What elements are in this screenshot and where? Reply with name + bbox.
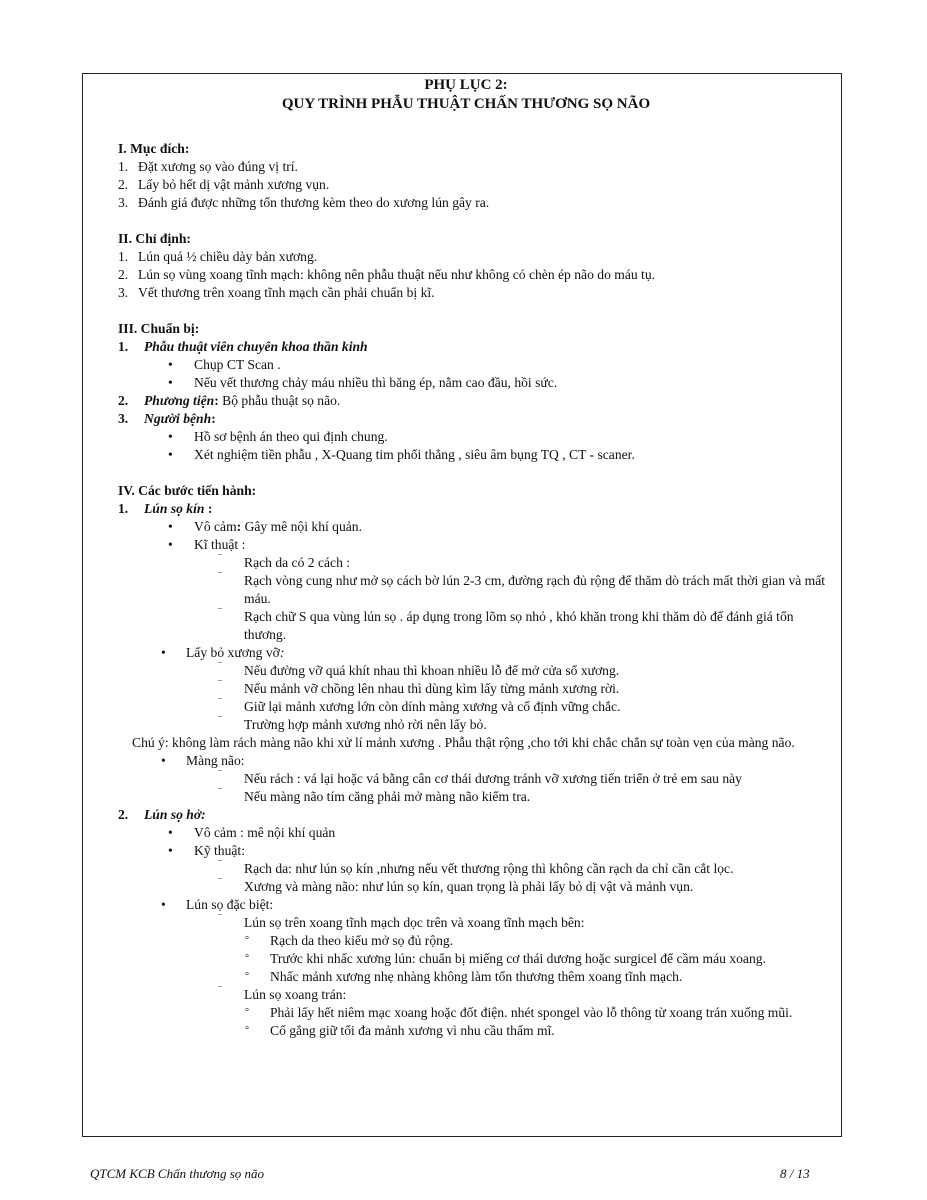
list-item: • Kĩ thuật : — [168, 537, 246, 552]
list-item: 2. Phương tiện: Bộ phẫu thuật sọ não. — [118, 393, 341, 408]
list-item: ‾ Trường hợp mảnh xương nhỏ rời nên lấy bỏ. — [218, 716, 487, 732]
list-item: ‾ Giữ lại mảnh xương lớn còn dính màng xương và cố định vững chắc. — [218, 698, 621, 714]
list-item: 2. Lấy bỏ hết dị vật mảnh xương vụn. — [118, 177, 330, 192]
list-item: 1. Lún quá ½ chiều dày bản xương. — [118, 249, 318, 264]
list-item: ‾ Rạch vòng cung như mở sọ cách bờ lún 2-3 cm, đường rạch đủ rộng để thăm dò trách mất thời gian và mất máu. — [218, 572, 826, 606]
list-item: ‾ Lún sọ trên xoang tĩnh mạch dọc trên và xoang tĩnh mạch bên: — [218, 914, 585, 930]
list-item: 2. Lún sọ vùng xoang tĩnh mạch: không nên phẫu thuật nếu như không có chèn ép não do máu tụ. — [118, 267, 656, 282]
list-item: • Lún sọ đặc biệt: — [161, 897, 274, 912]
document-body — [118, 76, 834, 1040]
list-item: 1. Lún sọ kín : — [118, 501, 213, 516]
list-item: ° Cố gắng giữ tối đa mảnh xương vì nhu cầu thẩm mĩ. — [245, 1023, 555, 1038]
list-item: ‾ Nếu rách : vá lại hoặc vá bằng cân cơ thái dương tránh vỡ xương tiến triển ở trẻ em sau này — [218, 770, 742, 786]
list-item: • Kỹ thuật: — [168, 843, 245, 858]
list-item: • Hồ sơ bệnh án theo qui định chung. — [168, 429, 388, 444]
list-item: ° Nhấc mảnh xương nhẹ nhàng không làm tổn thương thêm xoang tĩnh mạch. — [245, 969, 683, 984]
appendix-title: PHỤ LỤC 2: — [424, 77, 508, 93]
list-item: ‾ Rạch da có 2 cách : — [218, 554, 351, 570]
list-item: ‾ Nếu mảnh vỡ chồng lên nhau thì dùng kìm lấy từng mảnh xương rời. — [218, 680, 620, 696]
section-purpose-heading: I. Mục đích: — [118, 141, 190, 156]
list-item: • Lấy bỏ xương vỡ: — [161, 645, 285, 660]
section-preparation-heading: III. Chuẩn bị: — [118, 321, 200, 336]
list-item: ‾ Rạch da: như lún sọ kín ,nhưng nếu vết thương rộng thì không cần rạch da chỉ cần cắt lọc. — [218, 860, 734, 876]
note-paragraph: Chú ý: không làm rách màng não khi xử lí mảnh xương . Phẫu thật rộng ,cho tới khi chắc chắn sự toàn vẹn của màng não. — [132, 735, 795, 750]
list-item: • Vô cảm: Gây mê nội khí quản. — [168, 519, 362, 534]
section-steps-heading: IV. Các bước tiến hành: — [118, 483, 257, 498]
footer-page-number: 8 / 13 — [780, 1166, 810, 1181]
list-item: ‾ Xương và màng não: như lún sọ kín, quan trọng là phải lấy bỏ dị vật và mảnh vụn. — [218, 878, 694, 894]
list-item: • Vô cảm : mê nội khí quản — [168, 825, 336, 840]
procedure-title: QUY TRÌNH PHẪU THUẬT CHẤN THƯƠNG SỌ NÃO — [281, 96, 651, 112]
footer-document-title: QTCM KCB Chấn thương sọ não — [90, 1166, 265, 1181]
list-item: ° Phải lấy hết niêm mạc xoang hoặc đốt điện. nhét spongel vào lỗ thông từ xoang trán xuống mũi. — [245, 1005, 793, 1020]
list-item: • Màng não: — [161, 753, 245, 768]
list-item: • Nếu vết thương chảy máu nhiều thì băng ép, nằm cao đầu, hồi sức. — [168, 375, 558, 390]
list-item: 3. Đánh giá được những tổn thương kèm theo do xương lún gây ra. — [118, 195, 490, 210]
list-item: 3. Người bệnh: — [118, 411, 216, 426]
section-indication-heading: II. Chỉ định: — [118, 231, 191, 246]
list-item: ‾ Nếu đường vỡ quá khít nhau thì khoan nhiều lỗ để mở cửa sổ xương. — [218, 662, 620, 678]
list-item: • Chụp CT Scan . — [168, 357, 281, 372]
list-item: 2. Lún sọ hở: — [118, 807, 206, 822]
list-item: ‾ Nếu màng não tím căng phải mở màng não kiểm tra. — [218, 788, 531, 804]
list-item: 1. Đặt xương sọ vào đúng vị trí. — [118, 159, 298, 174]
list-item: 3. Vết thương trên xoang tĩnh mạch cần phải chuẩn bị kĩ. — [118, 285, 435, 300]
list-item: 1. Phẫu thuật viên chuyên khoa thần kinh — [118, 339, 368, 354]
list-item: ° Trước khi nhấc xương lún: chuẩn bị miếng cơ thái dương hoặc surgicel để cầm máu xoang. — [245, 951, 766, 966]
list-item: • Xét nghiệm tiền phẫu , X-Quang tim phổi thẳng , siêu âm bụng TQ , CT - scaner. — [168, 447, 635, 462]
list-item: ‾ Rạch chữ S qua vùng lún sọ . áp dụng trong lõm sọ nhỏ , khó khăn trong khi thăm dò để đánh giá tổn thương. — [218, 608, 794, 642]
list-item: ° Rạch da theo kiểu mở sọ đủ rộng. — [245, 933, 454, 948]
list-item: ‾ Lún sọ xoang trán: — [218, 986, 347, 1002]
